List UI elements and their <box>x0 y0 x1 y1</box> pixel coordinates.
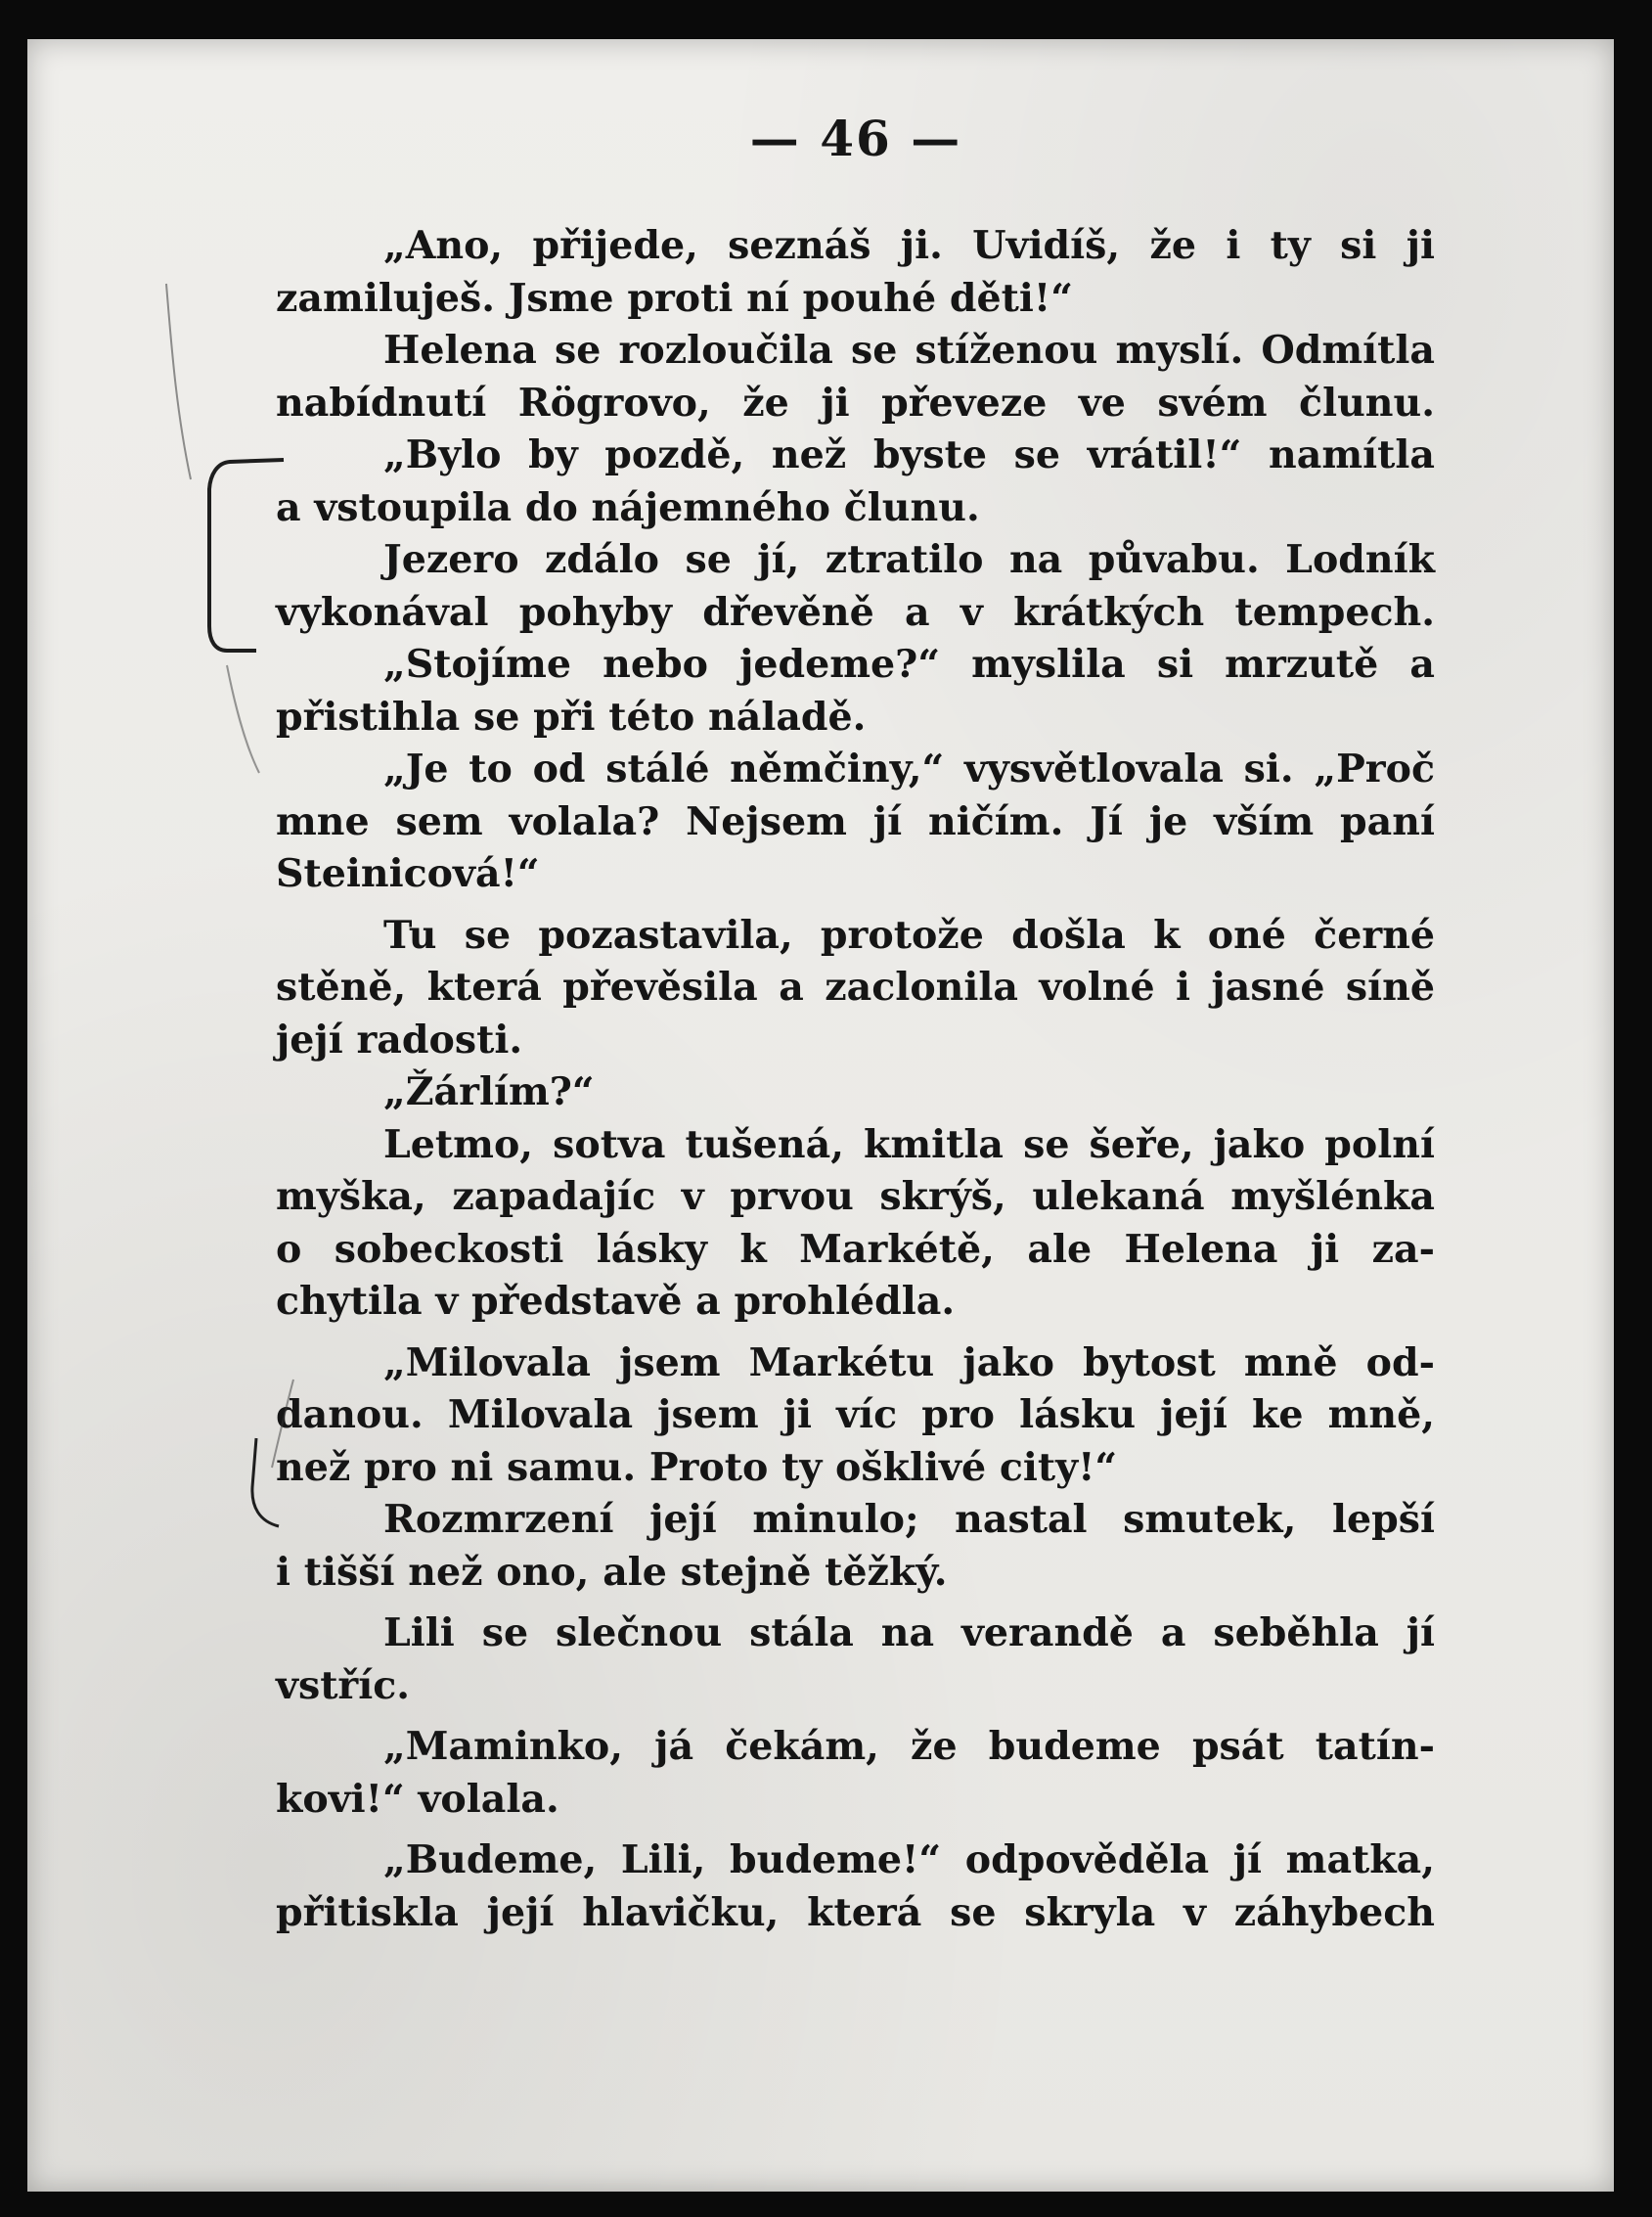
paragraph <box>276 325 1435 430</box>
paragraph <box>276 639 1435 744</box>
text-line: i tišší než ono, ale stejně těžký. <box>276 1549 948 1595</box>
text-line: „Žárlím?“ <box>383 1069 595 1114</box>
text-line: Letmo, sotva tušená, kmitla se šeře, jako polní <box>383 1121 1435 1167</box>
paragraph <box>276 430 1435 534</box>
paragraph <box>276 220 1435 325</box>
paragraph <box>276 1721 1435 1826</box>
text-line: kovi!“ volala. <box>276 1776 559 1822</box>
text-line: a vstoupila do nájemného člunu. <box>276 484 980 530</box>
page-number: — 46 — <box>749 110 962 167</box>
text-line: vykonával pohyby dřevěně a v krátkých tempech. <box>276 589 1435 635</box>
text-line: chytila v představě a prohlédla. <box>276 1279 956 1324</box>
binding-notch <box>1627 978 1652 998</box>
paragraph <box>276 910 1435 1067</box>
text-line: než pro ni samu. Proto ty ošklivé city!“ <box>276 1444 1118 1490</box>
text-line: Lili se slečnou stála na verandě a seběhla jí <box>383 1610 1435 1655</box>
text-line: Jezero zdálo se jí, ztratilo na půvabu. Lodník <box>383 537 1435 582</box>
text-line: zamiluješ. Jsme proti ní pouhé děti!“ <box>276 275 1073 321</box>
text-line: přistihla se při této náladě. <box>276 694 867 740</box>
text-line: „Ano, přijede, seznáš ji. Uvidíš, že i ty si ji <box>383 223 1435 268</box>
binding-notch <box>1627 1967 1652 1986</box>
text-line: o sobeckosti lásky k Markétě, ale Helena ji za- <box>276 1226 1435 1272</box>
paragraph <box>276 1607 1435 1712</box>
text-line: Helena se rozloučila se stíženou myslí. Odmítla <box>383 328 1435 373</box>
text-line: danou. Milovala jsem ji víc pro lásku její ke mně, <box>276 1392 1435 1437</box>
text-line: „Bylo by pozdě, než byste se vrátil!“ namítla <box>383 432 1435 477</box>
text-line: přitiskla její hlavičku, která se skryla v záhybech <box>276 1889 1435 1935</box>
paragraph <box>276 1119 1435 1329</box>
text-line: Steinicová!“ <box>276 851 540 896</box>
paragraph <box>276 744 1435 901</box>
binding-notch <box>1627 245 1652 264</box>
text-line: „Maminko, já čekám, že budeme psát tatín- <box>383 1724 1435 1769</box>
paragraph <box>276 1494 1435 1599</box>
text-line: myška, zapadajíc v prvou skrýš, ulekaná myšlénka <box>276 1174 1435 1219</box>
text-line: „Stojíme nebo jedeme?“ myslila si mrzutě a <box>383 642 1435 687</box>
body-text <box>276 220 1435 1939</box>
text-line: vstříc. <box>276 1662 411 1708</box>
text-line: Rozmrzení její minulo; nastal smutek, lepší <box>383 1497 1435 1542</box>
text-line: její radosti. <box>276 1017 523 1063</box>
paragraph <box>276 1834 1435 1939</box>
paragraph <box>276 1066 1435 1119</box>
text-line: „Budeme, Lili, budeme!“ odpověděla jí matka, <box>383 1837 1435 1882</box>
text-line: Tu se pozastavila, protože došla k oné černé <box>383 912 1435 958</box>
text-line: nabídnutí Rögrovo, že ji převeze ve svém člunu. <box>276 380 1435 426</box>
paragraph <box>276 534 1435 639</box>
text-line: „Milovala jsem Markétu jako bytost mně od- <box>383 1339 1435 1385</box>
text-line: stěně, která převěsila a zaclonila volné i jasné síně <box>276 965 1435 1010</box>
binding-notch <box>1627 597 1652 616</box>
paragraph <box>276 1337 1435 1495</box>
binding-notch <box>1627 1651 1652 1671</box>
text-line: mne sem volala? Nejsem jí ničím. Jí je vším paní <box>276 798 1435 844</box>
text-line: „Je to od stálé němčiny,“ vysvětlovala si. „Proč <box>383 747 1435 792</box>
